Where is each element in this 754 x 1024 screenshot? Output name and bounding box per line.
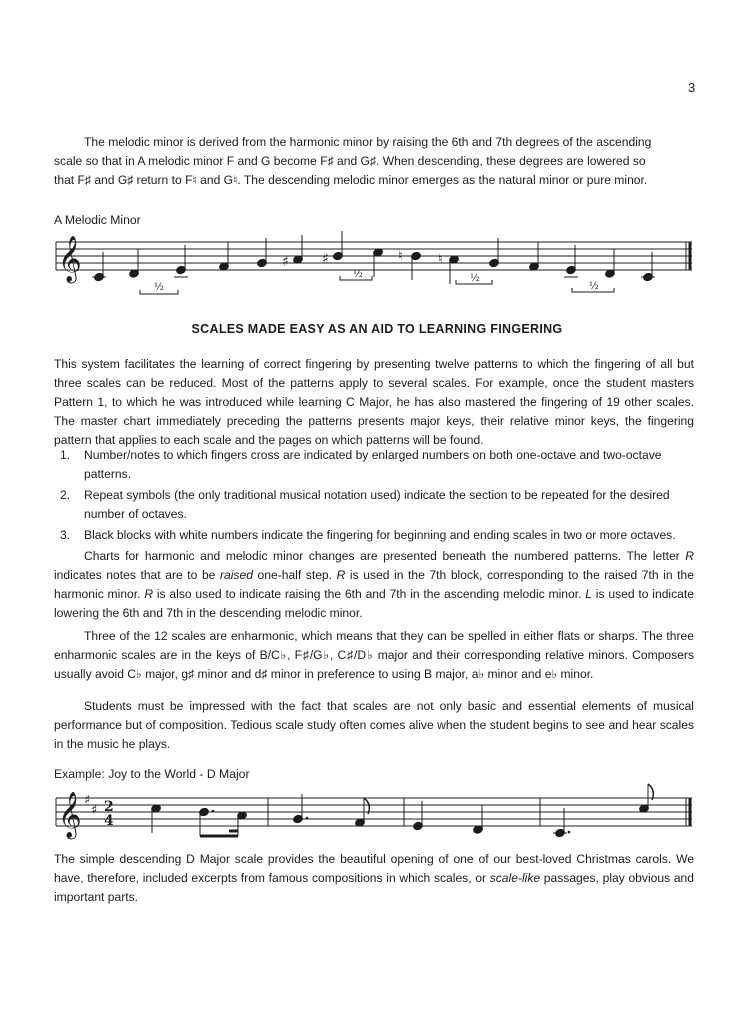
natural-icon: ♮	[438, 252, 443, 267]
half-step-label: ½	[154, 282, 164, 293]
intro-line-2: scale so that in A melodic minor F and G become F♯ and G♯. When descending, these degrees are lowered so	[54, 154, 646, 168]
staff-lines	[56, 798, 692, 826]
notes-descending	[398, 238, 655, 284]
sharp-icon: ♯	[282, 254, 289, 270]
treble-clef-icon: 𝄞	[58, 792, 82, 838]
list-text: Black blocks with white numbers indicate the fingering for beginning and ending scales in two or more octaves.	[84, 528, 676, 542]
natural-icon: ♮	[398, 249, 403, 264]
half-step-label: ½	[589, 281, 599, 292]
intro-line-3: that F♯ and G♯ return to F♮ and G♮. The descending melodic minor emerges as the natural minor or pure minor.	[54, 173, 648, 187]
system-paragraph: This system facilitates the learning of correct fingering by presenting twelve patterns to which the fingering of all but three scales can be reduced. Most of the patterns apply to several scales. For example, once the student masters Pattern 1, to which he was introduced while learning C Major, he has also mastered the fingering of 19 other scales. The master chart immediately preceding the patterns presents major keys, their relative minor keys, the fingering pattern that applies to each scale and the pages on which patterns will be found.	[54, 357, 694, 447]
charts-paragraph: Charts for harmonic and melodic minor changes are presented beneath the numbered patterns. The letter R indicates notes that are to be raised one-half step. R is used in the 7th block, corresponding to the raised 7th in the harmonic minor. R is also used to indicate raising the 6th and 7th in the ascending melodic minor. L is used to indicate lowering the 6th and 7th in the descending melodic minor.	[54, 549, 694, 620]
intro-paragraph	[54, 133, 694, 190]
half-step-brackets	[140, 276, 614, 294]
time-signature-bottom: 4	[104, 813, 114, 829]
instructions-list	[54, 446, 700, 547]
section-heading: SCALES MADE EASY AS AN AID TO LEARNING FINGERING	[191, 322, 563, 336]
list-number: 3.	[60, 528, 71, 542]
half-step-label: ½	[353, 269, 363, 280]
page-number: 3	[688, 80, 696, 95]
list-item	[54, 486, 700, 524]
half-step-label: ½	[470, 273, 480, 284]
example1-label: A Melodic Minor	[54, 213, 141, 227]
list-number: 1.	[60, 448, 71, 462]
melody-notes	[151, 784, 654, 838]
treble-clef-icon: 𝄞	[58, 236, 82, 282]
example2-label: Example: Joy to the World - D Major	[54, 767, 250, 781]
staff-joy-to-the-world	[54, 786, 699, 846]
key-signature-sharp-icon: ♯	[91, 803, 98, 818]
list-text: Number/notes to which fingers cross are indicated by enlarged numbers on both one-octave and two-octave patterns.	[84, 448, 662, 481]
list-item	[54, 446, 700, 484]
intro-line-1: The melodic minor is derived from the harmonic minor by raising the 6th and 7th degrees of the ascending	[84, 135, 652, 149]
list-text: Repeat symbols (the only traditional musical notation used) indicate the section to be repeated for the desired number of octaves.	[84, 488, 670, 521]
sharp-icon: ♯	[322, 251, 329, 267]
closing-paragraph: The simple descending D Major scale provides the beautiful opening of one of our best-loved Christmas carols. We have, therefore, included excerpts from famous compositions in which scales, or scale-like passages, play obvious and important parts.	[54, 852, 694, 904]
key-signature-sharp-icon: ♯	[84, 793, 91, 808]
list-number: 2.	[60, 488, 71, 502]
list-item	[54, 526, 700, 545]
staff-a-melodic-minor	[54, 230, 699, 300]
students-paragraph: Students must be impressed with the fact that scales are not only basic and essential elements of musical performance but of composition. Tedious scale study often comes alive when the student begins to see and hear scales in the music he plays.	[54, 699, 694, 751]
enharmonic-paragraph: Three of the 12 scales are enharmonic, which means that they can be spelled in either flats or sharps. The three enharmonic scales are in the keys of B/C♭, F♯/G♭, C♯/D♭ major and their corresponding relative minors. Composers usually avoid C♭ major, g♯ minor and d♯ minor in preference to using B major, a♭ minor and e♭ minor.	[54, 629, 694, 681]
time-signature-top: 2	[104, 799, 114, 815]
